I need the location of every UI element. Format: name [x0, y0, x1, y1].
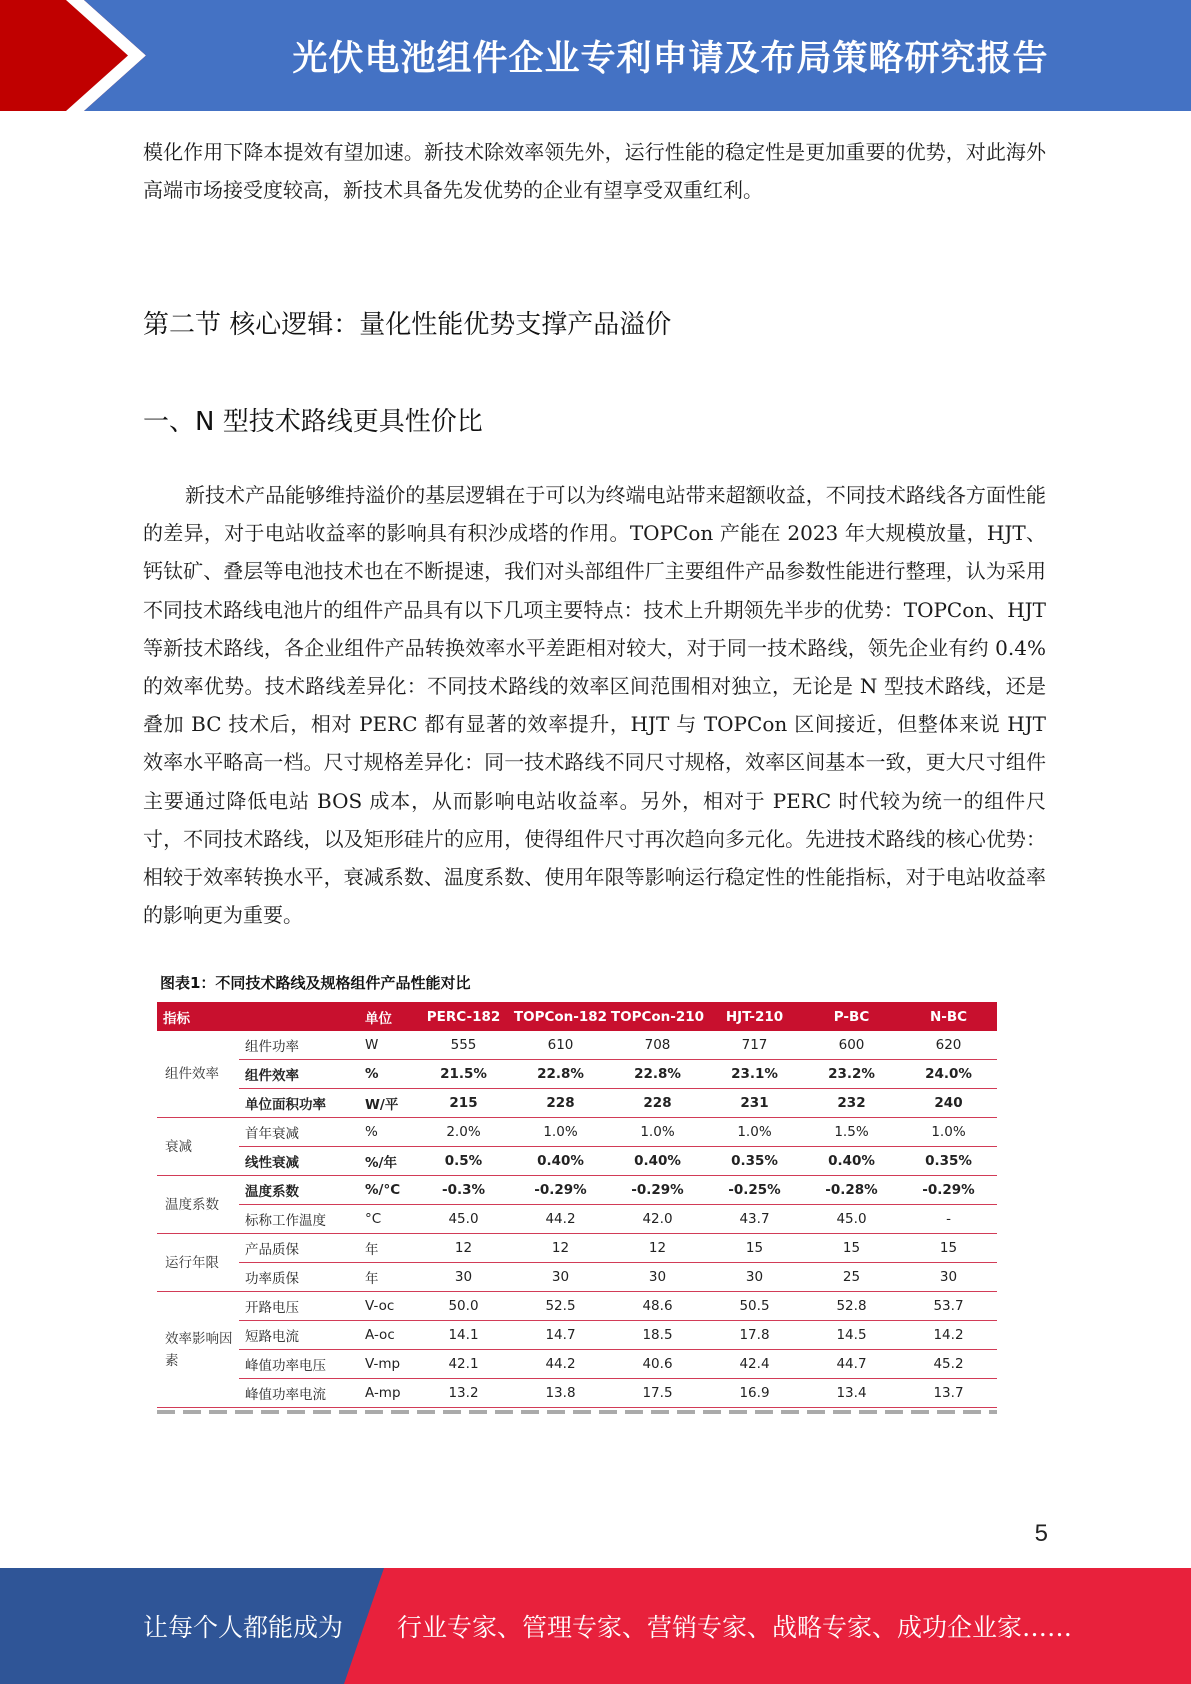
value-cell: 53.7	[900, 1292, 997, 1321]
value-cell: 15	[706, 1234, 803, 1263]
value-cell: -0.3%	[415, 1176, 512, 1205]
table-row	[157, 1031, 997, 1060]
value-cell: 17.8	[706, 1321, 803, 1350]
metric-cell: 产品质保	[239, 1234, 359, 1263]
metric-cell: 温度系数	[239, 1176, 359, 1205]
table-row	[157, 1263, 997, 1292]
table-row	[157, 1292, 997, 1321]
header-cell: P-BC	[803, 1002, 900, 1031]
unit-cell: 年	[359, 1263, 415, 1292]
value-cell: 17.5	[609, 1379, 706, 1408]
intro-block	[143, 133, 1046, 209]
unit-cell: W	[359, 1031, 415, 1060]
figure-source-line-cropped	[157, 1410, 997, 1414]
value-cell: 13.7	[900, 1379, 997, 1408]
value-cell: 48.6	[609, 1292, 706, 1321]
header-cell: 单位	[359, 1002, 415, 1031]
value-cell: 1.0%	[900, 1118, 997, 1147]
value-cell: 23.2%	[803, 1060, 900, 1089]
value-cell: 228	[512, 1089, 609, 1118]
value-cell: 23.1%	[706, 1060, 803, 1089]
value-cell: 14.2	[900, 1321, 997, 1350]
value-cell: 42.0	[609, 1205, 706, 1234]
header-cell: 指标	[157, 1002, 239, 1031]
value-cell: 12	[415, 1234, 512, 1263]
table-row	[157, 1379, 997, 1408]
value-cell: 14.7	[512, 1321, 609, 1350]
value-cell: -	[900, 1205, 997, 1234]
value-cell: 1.0%	[706, 1118, 803, 1147]
header-cell: PERC-182	[415, 1002, 512, 1031]
group-label: 效率影响因素	[157, 1292, 239, 1408]
value-cell: 555	[415, 1031, 512, 1060]
unit-cell: %/年	[359, 1147, 415, 1176]
value-cell: 1.0%	[512, 1118, 609, 1147]
value-cell: 215	[415, 1089, 512, 1118]
unit-cell: W/平	[359, 1089, 415, 1118]
value-cell: 30	[609, 1263, 706, 1292]
value-cell: 708	[609, 1031, 706, 1060]
unit-cell: A-oc	[359, 1321, 415, 1350]
performance-table	[157, 1002, 997, 1408]
footer-banner	[0, 1568, 1191, 1684]
unit-cell: %/°C	[359, 1176, 415, 1205]
value-cell: 22.8%	[609, 1060, 706, 1089]
group-label: 组件效率	[157, 1031, 239, 1118]
header-arrow-accent	[0, 0, 150, 111]
metric-cell: 线性衰减	[239, 1147, 359, 1176]
value-cell: 14.5	[803, 1321, 900, 1350]
metric-cell: 短路电流	[239, 1321, 359, 1350]
unit-cell: °C	[359, 1205, 415, 1234]
value-cell: 0.5%	[415, 1147, 512, 1176]
value-cell: 12	[512, 1234, 609, 1263]
value-cell: 22.8%	[512, 1060, 609, 1089]
table-row	[157, 1350, 997, 1379]
value-cell: 18.5	[609, 1321, 706, 1350]
table-row	[157, 1234, 997, 1263]
value-cell: 44.7	[803, 1350, 900, 1379]
value-cell: 45.0	[415, 1205, 512, 1234]
figure-caption: 图表1：不同技术路线及规格组件产品性能对比	[160, 974, 471, 992]
metric-cell: 标称工作温度	[239, 1205, 359, 1234]
value-cell: 2.0%	[415, 1118, 512, 1147]
value-cell: 0.40%	[803, 1147, 900, 1176]
group-label: 衰减	[157, 1118, 239, 1176]
value-cell: 50.0	[415, 1292, 512, 1321]
value-cell: 42.4	[706, 1350, 803, 1379]
value-cell: 24.0%	[900, 1060, 997, 1089]
header-cell: N-BC	[900, 1002, 997, 1031]
report-title: 光伏电池组件企业专利申请及布局策略研究报告	[292, 38, 1049, 79]
value-cell: -0.29%	[900, 1176, 997, 1205]
body-block	[143, 476, 1046, 934]
value-cell: 16.9	[706, 1379, 803, 1408]
value-cell: 44.2	[512, 1205, 609, 1234]
table-row	[157, 1118, 997, 1147]
unit-cell: 年	[359, 1234, 415, 1263]
table-row	[157, 1147, 997, 1176]
value-cell: 52.8	[803, 1292, 900, 1321]
value-cell: 1.5%	[803, 1118, 900, 1147]
value-cell: 50.5	[706, 1292, 803, 1321]
table-row	[157, 1176, 997, 1205]
metric-cell: 峰值功率电流	[239, 1379, 359, 1408]
value-cell: 13.4	[803, 1379, 900, 1408]
metric-cell: 组件效率	[239, 1060, 359, 1089]
metric-cell: 单位面积功率	[239, 1089, 359, 1118]
value-cell: 240	[900, 1089, 997, 1118]
value-cell: 43.7	[706, 1205, 803, 1234]
body-paragraph: 新技术产品能够维持溢价的基层逻辑在于可以为终端电站带来超额收益，不同技术路线各方面性能的差异，对于电站收益率的影响具有积沙成塔的作用。TOPCon 产能在 2023 年大规模放量，HJT、钙钛矿、叠层等电池技术也在不断提速，我们对头部组件厂主要组件产品参数性能进行整理，认为采用不同技术路线电池片的组件产品具有以下几项主要特点：技术上升期领先半步的优势：TOPCon、HJT 等新技术路线，各企业组件产品转换效率水平差距相对较大，对于同一技术路线，领先企业有约 0.4%的效率优势。技术路线差异化：不同技术路线的效率区间范围相对独立，无论是 N 型技术路线，还是叠加 BC 技术后，相对 PERC 都有显著的效率提升，HJT 与 TOPCon 区间接近，但整体来说 HJT 效率水平略高一档。尺寸规格差异化：同一技术路线不同尺寸规格，效率区间基本一致，更大尺寸组件主要通过降低电站 BOS 成本，从而影响电站收益率。另外，相对于 PERC 时代较为统一的组件尺寸，不同技术路线，以及矩形硅片的应用，使得组件尺寸再次趋向多元化。先进技术路线的核心优势：相较于效率转换水平，衰减系数、温度系数、使用年限等影响运行稳定性的性能指标，对于电站收益率的影响更为重要。	[143, 483, 1046, 928]
value-cell: 40.6	[609, 1350, 706, 1379]
metric-cell: 组件功率	[239, 1031, 359, 1060]
value-cell: 15	[803, 1234, 900, 1263]
value-cell: 14.1	[415, 1321, 512, 1350]
unit-cell: V-mp	[359, 1350, 415, 1379]
value-cell: -0.29%	[512, 1176, 609, 1205]
value-cell: 52.5	[512, 1292, 609, 1321]
table-row	[157, 1060, 997, 1089]
value-cell: 610	[512, 1031, 609, 1060]
header-banner	[0, 0, 1191, 111]
header-cell: TOPCon-210	[609, 1002, 706, 1031]
table-header-row	[157, 1002, 997, 1031]
value-cell: 13.2	[415, 1379, 512, 1408]
value-cell: 13.8	[512, 1379, 609, 1408]
value-cell: 600	[803, 1031, 900, 1060]
metric-cell: 首年衰减	[239, 1118, 359, 1147]
unit-cell: A-mp	[359, 1379, 415, 1408]
value-cell: 232	[803, 1089, 900, 1118]
figure-table	[157, 972, 997, 1412]
table-row	[157, 1205, 997, 1234]
value-cell: 0.35%	[706, 1147, 803, 1176]
value-cell: 620	[900, 1031, 997, 1060]
value-cell: 45.0	[803, 1205, 900, 1234]
metric-cell: 开路电压	[239, 1292, 359, 1321]
value-cell: 228	[609, 1089, 706, 1118]
value-cell: 21.5%	[415, 1060, 512, 1089]
value-cell: 15	[900, 1234, 997, 1263]
value-cell: 45.2	[900, 1350, 997, 1379]
group-label: 运行年限	[157, 1234, 239, 1292]
value-cell: 30	[706, 1263, 803, 1292]
header-cell	[239, 1002, 359, 1031]
group-label: 温度系数	[157, 1176, 239, 1234]
intro-paragraph: 模化作用下降本提效有望加速。新技术除效率领先外，运行性能的稳定性是更加重要的优势，对此海外高端市场接受度较高，新技术具备先发优势的企业有望享受双重红利。	[143, 140, 1046, 203]
value-cell: 25	[803, 1263, 900, 1292]
metric-cell: 功率质保	[239, 1263, 359, 1292]
value-cell: 30	[512, 1263, 609, 1292]
value-cell: -0.29%	[609, 1176, 706, 1205]
value-cell: -0.28%	[803, 1176, 900, 1205]
page-number: 5	[1034, 1520, 1048, 1547]
sub-heading: 一、N 型技术路线更具性价比	[143, 407, 483, 437]
value-cell: 42.1	[415, 1350, 512, 1379]
section-heading: 第二节 核心逻辑：量化性能优势支撑产品溢价	[143, 310, 672, 340]
value-cell: 30	[900, 1263, 997, 1292]
unit-cell: %	[359, 1118, 415, 1147]
unit-cell: %	[359, 1060, 415, 1089]
value-cell: 0.40%	[609, 1147, 706, 1176]
header-cell: HJT-210	[706, 1002, 803, 1031]
value-cell: -0.25%	[706, 1176, 803, 1205]
value-cell: 12	[609, 1234, 706, 1263]
header-cell: TOPCon-182	[512, 1002, 609, 1031]
value-cell: 231	[706, 1089, 803, 1118]
footer-slogan-left: 让每个人都能成为	[143, 1613, 344, 1642]
value-cell: 0.40%	[512, 1147, 609, 1176]
value-cell: 1.0%	[609, 1118, 706, 1147]
footer-slogan-right: 行业专家、管理专家、营销专家、战略专家、成功企业家……	[397, 1613, 1073, 1642]
value-cell: 44.2	[512, 1350, 609, 1379]
value-cell: 717	[706, 1031, 803, 1060]
metric-cell: 峰值功率电压	[239, 1350, 359, 1379]
value-cell: 0.35%	[900, 1147, 997, 1176]
value-cell: 30	[415, 1263, 512, 1292]
unit-cell: V-oc	[359, 1292, 415, 1321]
table-row	[157, 1089, 997, 1118]
table-body	[157, 1031, 997, 1408]
table-row	[157, 1321, 997, 1350]
